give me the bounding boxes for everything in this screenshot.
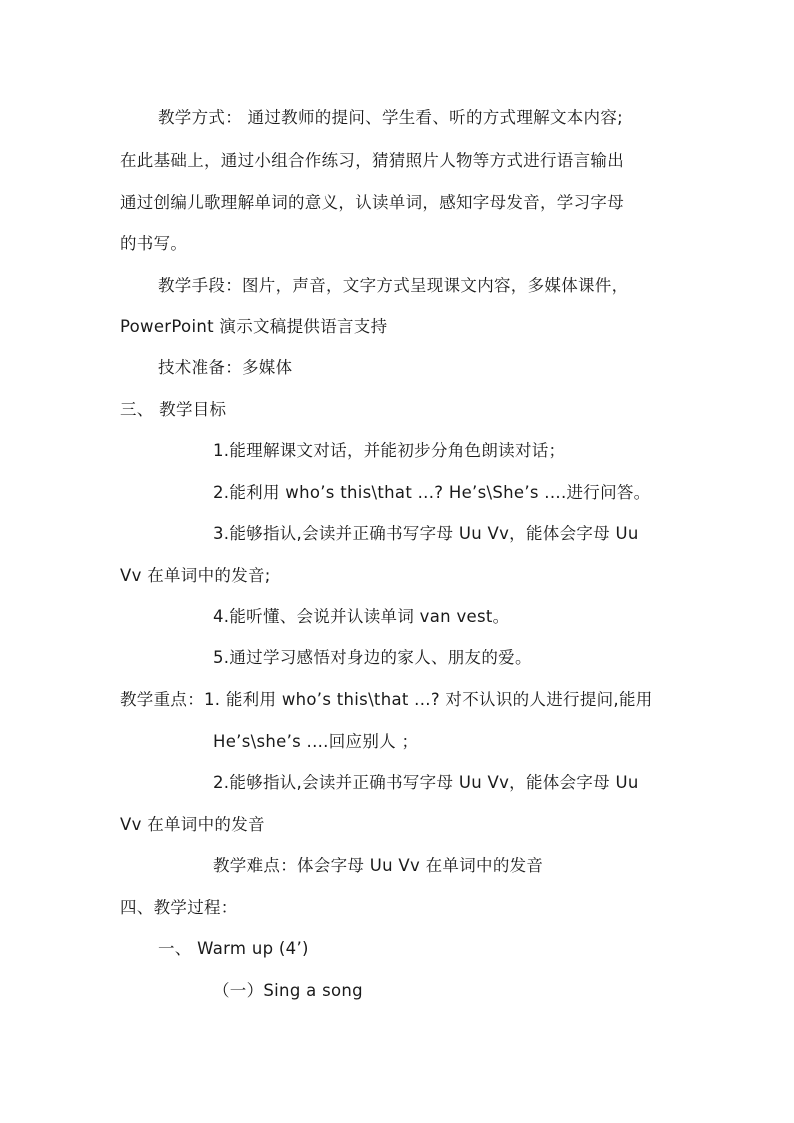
key-point-line-2: He’s\she’s ....回应别人 ； xyxy=(213,732,419,751)
warm-up-heading: 一、 Warm up (4’) xyxy=(158,939,309,958)
section-heading-objectives: 三、 教学目标 xyxy=(120,400,227,419)
objective-2: 2.能利用 who’s this\that ...? He’s\She’s ....进行问答。 xyxy=(213,483,651,502)
section-heading-process: 四、教学过程： xyxy=(120,898,238,917)
objective-5: 5.通过学习感悟对身边的家人、朋友的爱。 xyxy=(213,648,532,667)
teaching-method-line-1: 教学方式： 通过教师的提问、学生看、听的方式理解文本内容; xyxy=(158,108,624,127)
objective-3-line-1: 3.能够指认,会读并正确书写字母 Uu Vv，能体会字母 Uu xyxy=(213,524,639,543)
key-point-line-3: 2.能够指认,会读并正确书写字母 Uu Vv，能体会字母 Uu xyxy=(213,773,639,792)
teaching-means-line-2: PowerPoint 演示文稿提供语言支持 xyxy=(120,317,388,336)
sing-a-song-step: （一）Sing a song xyxy=(213,981,363,1000)
key-point-line-4: Vv 在单词中的发音 xyxy=(120,815,265,834)
objective-4: 4.能听懂、会说并认读单词 van vest。 xyxy=(213,607,510,626)
teaching-method-line-2: 在此基础上，通过小组合作练习，猜猜照片人物等方式进行语言输出 xyxy=(120,151,624,170)
teaching-method-line-4: 的书写。 xyxy=(120,234,188,253)
difficult-point: 教学难点：体会字母 Uu Vv 在单词中的发音 xyxy=(213,856,544,875)
technical-preparation: 技术准备：多媒体 xyxy=(158,358,293,377)
teaching-method-line-3: 通过创编儿歌理解单词的意义，认读单词，感知字母发音，学习字母 xyxy=(120,193,624,212)
teaching-means-line-1: 教学手段：图片，声音，文字方式呈现课文内容，多媒体课件， xyxy=(158,276,629,295)
objective-1: 1.能理解课文对话，并能初步分角色朗读对话； xyxy=(213,441,566,460)
objective-3-line-2: Vv 在单词中的发音; xyxy=(120,566,271,585)
key-point-line-1: 教学重点：1. 能利用 who’s this\that ...? 对不认识的人进行提问,能用 xyxy=(120,690,653,709)
